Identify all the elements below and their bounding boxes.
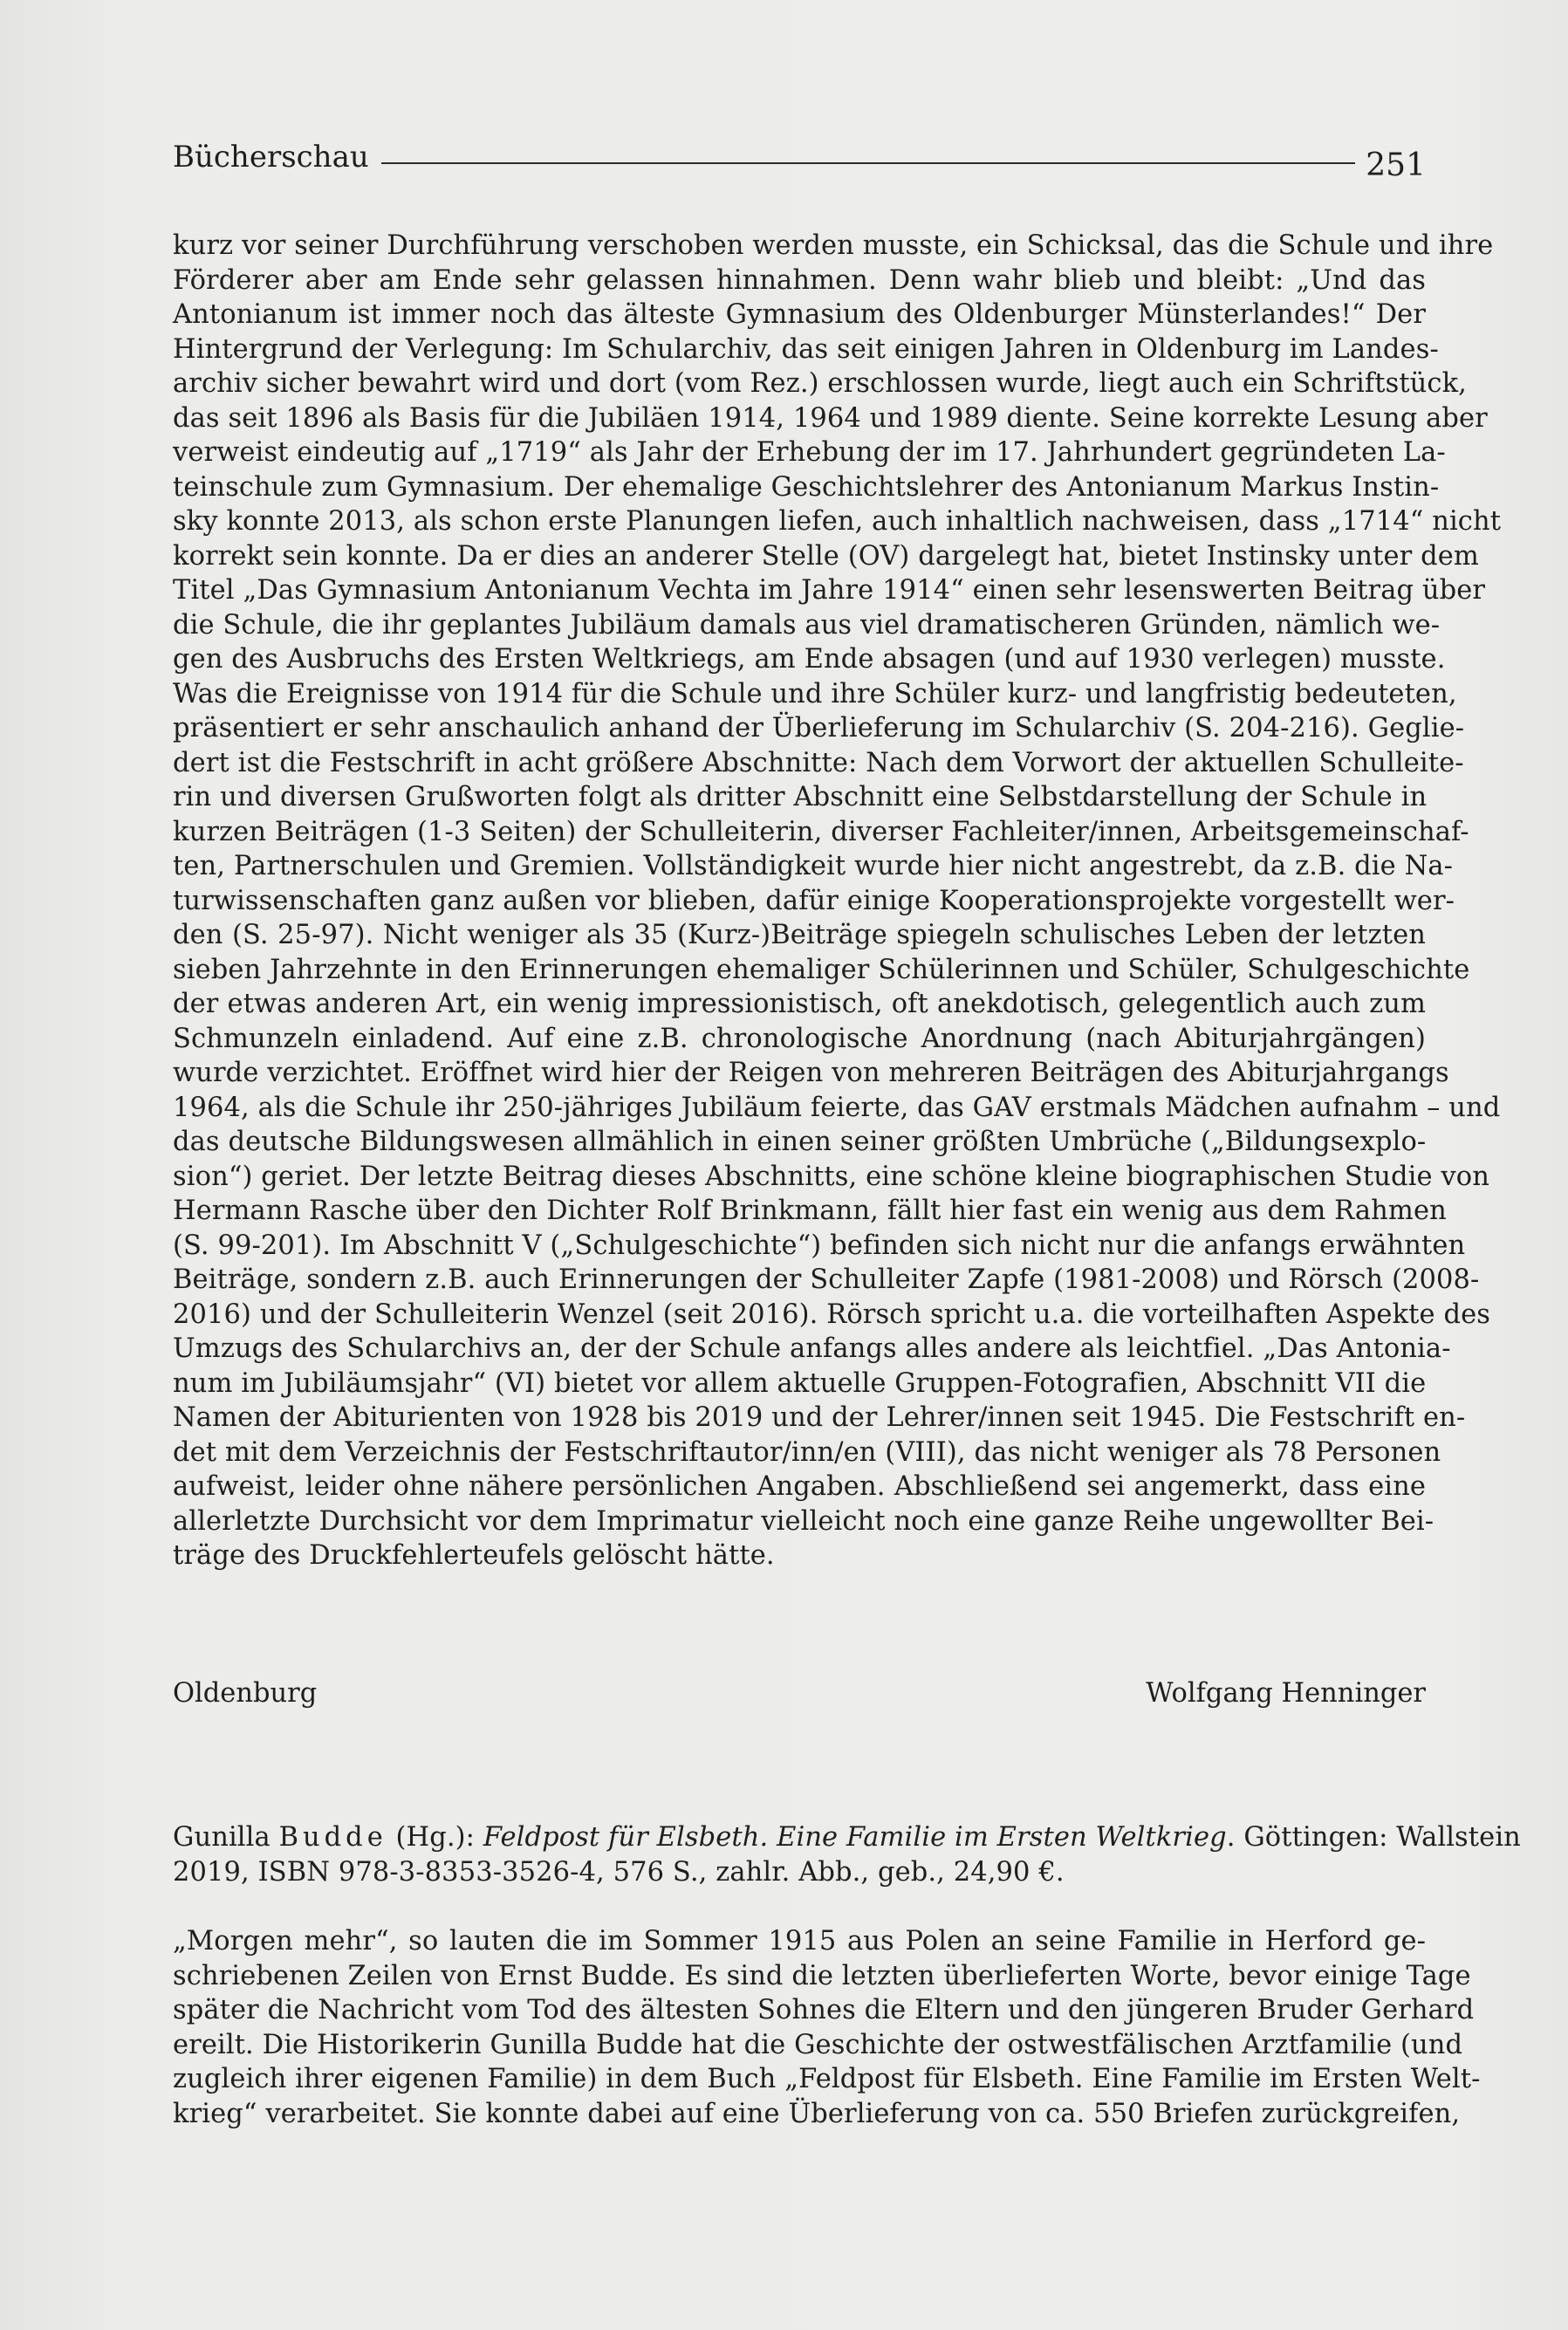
text-line: sion“) geriet. Der letzte Beitrag dieses Abschnitts, eine schöne kleine biographischen Studie von [173,1161,1489,1192]
signature-place: Oldenburg [173,1678,318,1709]
text-line: „Morgen mehr“, so lauten die im Sommer 1915 aus Polen an seine Familie in Herford ge- [173,1926,1426,1957]
text-line: gen des Ausbruchs des Ersten Weltkriegs, am Ende absagen (und auf 1930 verlegen) musste. [173,644,1446,675]
book-bibliography [173,1820,1521,1889]
text-line: zugleich ihrer eigenen Familie) in dem Buch „Feldpost für Elsbeth. Eine Familie im Ersten Welt- [173,2064,1481,2094]
text-line: schriebenen Zeilen von Ernst Budde. Es sind die letzten überlieferten Worte, bevor einige Tage [173,1960,1471,1991]
text-line: wurde verzichtet. Eröffnet wird hier der Reigen von mehreren Beiträgen des Abiturjahrgangs [173,1058,1449,1088]
page-number: 251 [1366,147,1426,183]
text-line: den (S. 25-97). Nicht weniger als 35 (Kurz-)Beiträge spiegeln schulisches Leben der letzten [173,920,1426,950]
text-line: der etwas anderen Art, ein wenig impressionistisch, oft anekdotisch, gelegentlich auch zum [173,989,1426,1019]
text-line: korrekt sein konnte. Da er dies an anderer Stelle (OV) dargelegt hat, bietet Instinsky unter dem [173,540,1479,572]
header-rule [381,162,1356,164]
text-line: präsentiert er sehr anschaulich anhand der Überlieferung im Schularchiv (S. 204-216). Geglie- [173,713,1465,744]
text-line: die Schule, die ihr geplantes Jubiläum damals aus viel dramatischeren Gründen, nämlich we- [173,609,1441,641]
signature-reviewer: Wolfgang Henninger [1146,1678,1426,1709]
text-line: später die Nachricht vom Tod des ältesten Sohnes die Eltern und den jüngeren Bruder Gerhard [173,1995,1475,2025]
text-line: turwissenschaften ganz außen vor blieben, dafür einige Kooperationsprojekte vorgestellt wer- [173,885,1455,916]
text-line: Schmunzeln einladend. Auf eine z.B. chronologische Anordnung (nach Abiturjahrgängen) [173,1023,1426,1054]
review-text [173,1924,1481,2131]
text-line: ten, Partnerschulen und Gremien. Vollständigkeit wurde hier nicht angestrebt, da z.B. die Na- [173,851,1454,881]
text-line: kurz vor seiner Durchführung verschoben werden musste, ein Schicksal, das die Schule und ihre [173,230,1494,261]
review-text [173,229,1502,1573]
book-title: Feldpost für Elsbeth. Eine Familie im Ersten Weltkrieg [483,1822,1227,1853]
text-line: Antonianum ist immer noch das älteste Gymnasium des Oldenburger Münsterlandes!“ Der [173,299,1426,330]
text-line: sky konnte 2013, als schon erste Planungen liefen, auch inhaltlich nachweisen, dass „1714“ nicht [173,506,1502,537]
text-line: kurzen Beiträgen (1-3 Seiten) der Schulleiterin, diverser Fachleiter/innen, Arbeitsgemeinschaf- [173,816,1469,847]
text-line: det mit dem Verzeichnis der Festschriftautor/inn/en (VIII), das nicht weniger als 78 Personen [173,1436,1441,1468]
author-prefix: Gunilla [173,1822,279,1853]
text-line: Umzugs des Schularchivs an, der der Schule anfangs alles andere als leichtfiel. „Das Antonia- [173,1333,1451,1364]
bibliography-line: 2019, ISBN 978-3-8353-3526-4, 576 S., zahlr. Abb., geb., 24,90 €. [173,1856,1065,1888]
text-line: Hintergrund der Verlegung: Im Schularchiv, das seit einigen Jahren in Oldenburg im Landes- [173,333,1439,365]
text-line: aufweist, leider ohne nähere persönlichen Angaben. Abschließend sei angemerkt, dass eine [173,1471,1426,1502]
publisher-info: . Göttingen: Wallstein [1226,1822,1521,1853]
text-line: krieg“ verarbeitet. Sie konnte dabei auf eine Überlieferung von ca. 550 Briefen zurückgreifen, [173,2098,1461,2129]
text-line: träge des Druckfehlerteufels gelöscht hätte. [173,1540,775,1571]
text-line: Förderer aber am Ende sehr gelassen hinnahmen. Denn wahr blieb und bleibt: „Und das [173,264,1426,296]
editor-mark: (Hg.): [387,1822,483,1853]
author-surname: Budde [278,1822,387,1853]
section-title: Bücherschau [173,140,369,175]
text-line: sieben Jahrzehnte in den Erinnerungen ehemaliger Schülerinnen und Schüler, Schulgeschichte [173,954,1470,985]
text-line: Was die Ereignisse von 1914 für die Schule und ihre Schüler kurz- und langfristig bedeuteten, [173,678,1457,709]
text-line: num im Jubiläumsjahr“ (VI) bietet vor allem aktuelle Gruppen-Fotografien, Abschnitt VII die [173,1367,1427,1399]
text-line: ereilt. Die Historikerin Gunilla Budde hat die Geschichte der ostwestfälischen Arztfamilie (und [173,2029,1463,2060]
text-line: Namen der Abiturienten von 1928 bis 2019 und der Lehrer/innen seit 1945. Die Festschrift en- [173,1402,1466,1433]
text-line: 1964, als die Schule ihr 250-jähriges Jubiläum feierte, das GAV erstmals Mädchen aufnahm – und [173,1092,1501,1123]
running-header [173,131,1426,183]
text-line: das deutsche Bildungswesen allmählich in einen seiner größten Umbrüche („Bildungsexplo- [173,1127,1427,1157]
text-line: teinschule zum Gymnasium. Der ehemalige Geschichtslehrer des Antonianum Markus Instin- [173,471,1440,503]
text-line: allerletzte Durchsicht vor dem Imprimatur vielleicht noch eine ganze Reihe ungewollter Bei- [173,1505,1434,1537]
text-line: das seit 1896 als Basis für die Jubiläen 1914, 1964 und 1989 diente. Seine korrekte Lesung aber [173,402,1488,434]
text-line: verweist eindeutig auf „1719“ als Jahr der Erhebung der im 17. Jahrhundert gegründeten La- [173,437,1446,468]
text-line: (S. 99-201). Im Abschnitt V („Schulgeschichte“) befinden sich nicht nur die anfangs erwähnten [173,1230,1466,1261]
text-line: dert ist die Festschrift in acht größere Abschnitte: Nach dem Vorwort der aktuellen Schulleite- [173,747,1464,778]
text-line: archiv sicher bewahrt wird und dort (vom Rez.) erschlossen wurde, liegt auch ein Schriftstück, [173,368,1467,399]
review-signature [173,1676,1426,1711]
text-line: Hermann Rasche über den Dichter Rolf Brinkmann, fällt hier fast ein wenig aus dem Rahmen [173,1196,1447,1226]
text-line: Titel „Das Gymnasium Antonianum Vechta im Jahre 1914“ einen sehr lesenswerten Beitrag über [173,575,1486,606]
text-line: Beiträge, sondern z.B. auch Erinnerungen der Schulleiter Zapfe (1981-2008) und Rörsch (2008- [173,1264,1480,1295]
text-line: 2016) und der Schulleiterin Wenzel (seit 2016). Rörsch spricht u.a. die vorteilhaften Aspekte des [173,1299,1490,1330]
text-line: rin und diversen Grußworten folgt als dritter Abschnitt eine Selbstdarstellung der Schule in [173,782,1428,812]
bibliography-line [173,1820,1521,1855]
